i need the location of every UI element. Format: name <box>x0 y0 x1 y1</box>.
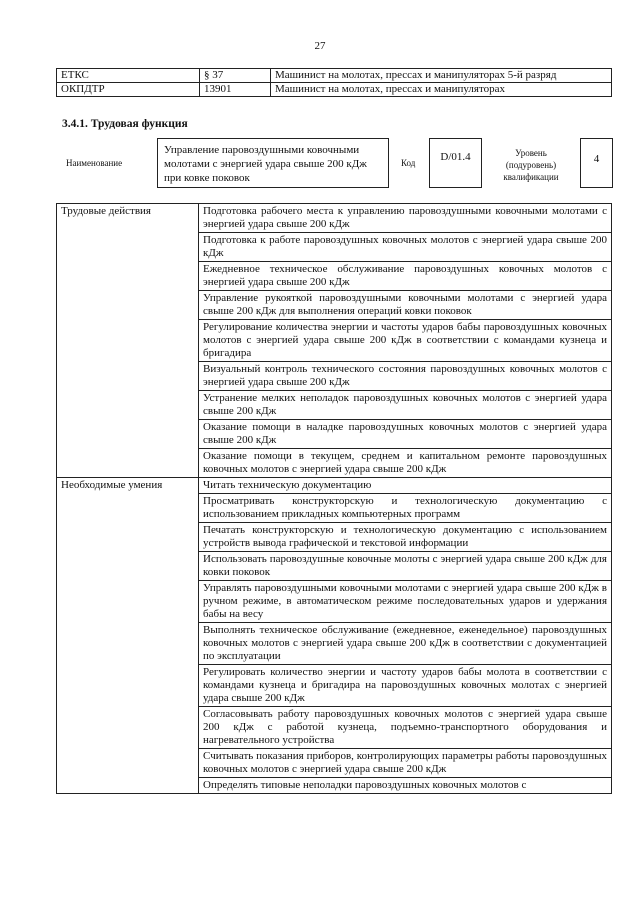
labor-action-item: Оказание помощи в наладке паровоздушных ковочных молотов с энергией удара свыше 200 кДж <box>199 420 612 449</box>
code-label: Код <box>401 158 416 168</box>
required-skill-item: Согласовывать работу паровоздушных ковочных молотов с энергией удара свыше 200 кДж с работой кузнеца, подъемно-транспортного оборудования и нагревательного устройства <box>199 707 612 749</box>
ref-code-cell: ОКПДТР <box>57 83 200 97</box>
labor-action-item: Визуальный контроль технического состояния паровоздушных ковочных молотов с энергией удара свыше 200 кДж <box>199 362 612 391</box>
required-skill-item: Регулировать количество энергии и частоту ударов бабы молота в соответствии с командами кузнеца и бригадира на паровоздушных ковочных молотах с энергией удара свыше 200 кДж <box>199 665 612 707</box>
table-row <box>57 83 612 97</box>
labor-action-category-label: Трудовые действия <box>57 204 199 478</box>
ref-number-cell: 13901 <box>200 83 271 97</box>
page-number: 27 <box>314 40 326 52</box>
labor-action-item: Ежедневное техническое обслуживание паровоздушных ковочных молотов с энергией удара свыше 200 кДж <box>199 262 612 291</box>
required-skill-item: Считывать показания приборов, контролирующих параметры работы паровоздушных ковочных молотов с энергией удара свыше 200 кДж <box>199 749 612 778</box>
required-skill-item: Печатать конструкторскую и технологическую документацию с использованием устройств вывода графической и текстовой информации <box>199 523 612 552</box>
ref-number-cell: § 37 <box>200 69 271 83</box>
ref-code-cell: ЕТКС <box>57 69 200 83</box>
required-skill-category-label: Необходимые умения <box>57 478 199 794</box>
function-code-box: D/01.4 <box>429 138 482 188</box>
labor-action-item: Устранение мелких неполадок паровоздушных ковочных молотов с энергией удара свыше 200 кДж <box>199 391 612 420</box>
labor-action-item: Оказание помощи в текущем, среднем и капитальном ремонте паровоздушных ковочных молотов с энергией удара свыше 200 кДж <box>199 449 612 478</box>
section-title: 3.4.1. Трудовая функция <box>62 118 188 130</box>
function-name-box: Управление паровоздушными ковочными молотами с энергией удара свыше 200 кДж при ковке поковок <box>157 138 389 188</box>
table-row <box>57 204 612 233</box>
labor-action-item: Управление рукояткой паровоздушными ковочными молотами с энергией удара свыше 200 кДж для выполнения операций ковки поковок <box>199 291 612 320</box>
qualification-level-box: 4 <box>580 138 613 188</box>
function-details-table <box>56 203 612 794</box>
level-label: Уровень (подуровень) квалификации <box>503 148 559 182</box>
name-label: Наименование <box>66 158 123 168</box>
ref-name-cell: Машинист на молотах, прессах и манипуляторах 5-й разряд <box>271 69 612 83</box>
labor-action-item: Регулирование количества энергии и частоты ударов бабы паровоздушных ковочных молотов с энергией удара свыше 200 кДж в соответствии с командами кузнеца и бригадира <box>199 320 612 362</box>
required-skill-item: Определять типовые неполадки паровоздушных ковочных молотов с <box>199 778 612 794</box>
labor-action-item: Подготовка рабочего места к управлению паровоздушными ковочными молотами с энергией удара свыше 200 кДж <box>199 204 612 233</box>
required-skill-item: Управлять паровоздушными ковочными молотами с энергией удара свыше 200 кДж в ручном режиме, в автоматическом режиме последовательных ударов и удержания бабы на весу <box>199 581 612 623</box>
required-skill-item: Читать техническую документацию <box>199 478 612 494</box>
ref-name-cell: Машинист на молотах, прессах и манипуляторах <box>271 83 612 97</box>
labor-action-item: Подготовка к работе паровоздушных ковочных молотов с энергией удара свыше 200 кДж <box>199 233 612 262</box>
required-skill-item: Использовать паровоздушные ковочные молоты с энергией удара свыше 200 кДж для ковки поковок <box>199 552 612 581</box>
reference-table <box>56 68 612 97</box>
table-row <box>57 478 612 494</box>
required-skill-item: Просматривать конструкторскую и технологическую документацию с использованием прикладных компьютерных программ <box>199 494 612 523</box>
table-row <box>57 69 612 83</box>
required-skill-item: Выполнять техническое обслуживание (ежедневное, еженедельное) паровоздушных ковочных молотов с энергией удара свыше 200 кДж в соответствии с документацией по эксплуатации <box>199 623 612 665</box>
